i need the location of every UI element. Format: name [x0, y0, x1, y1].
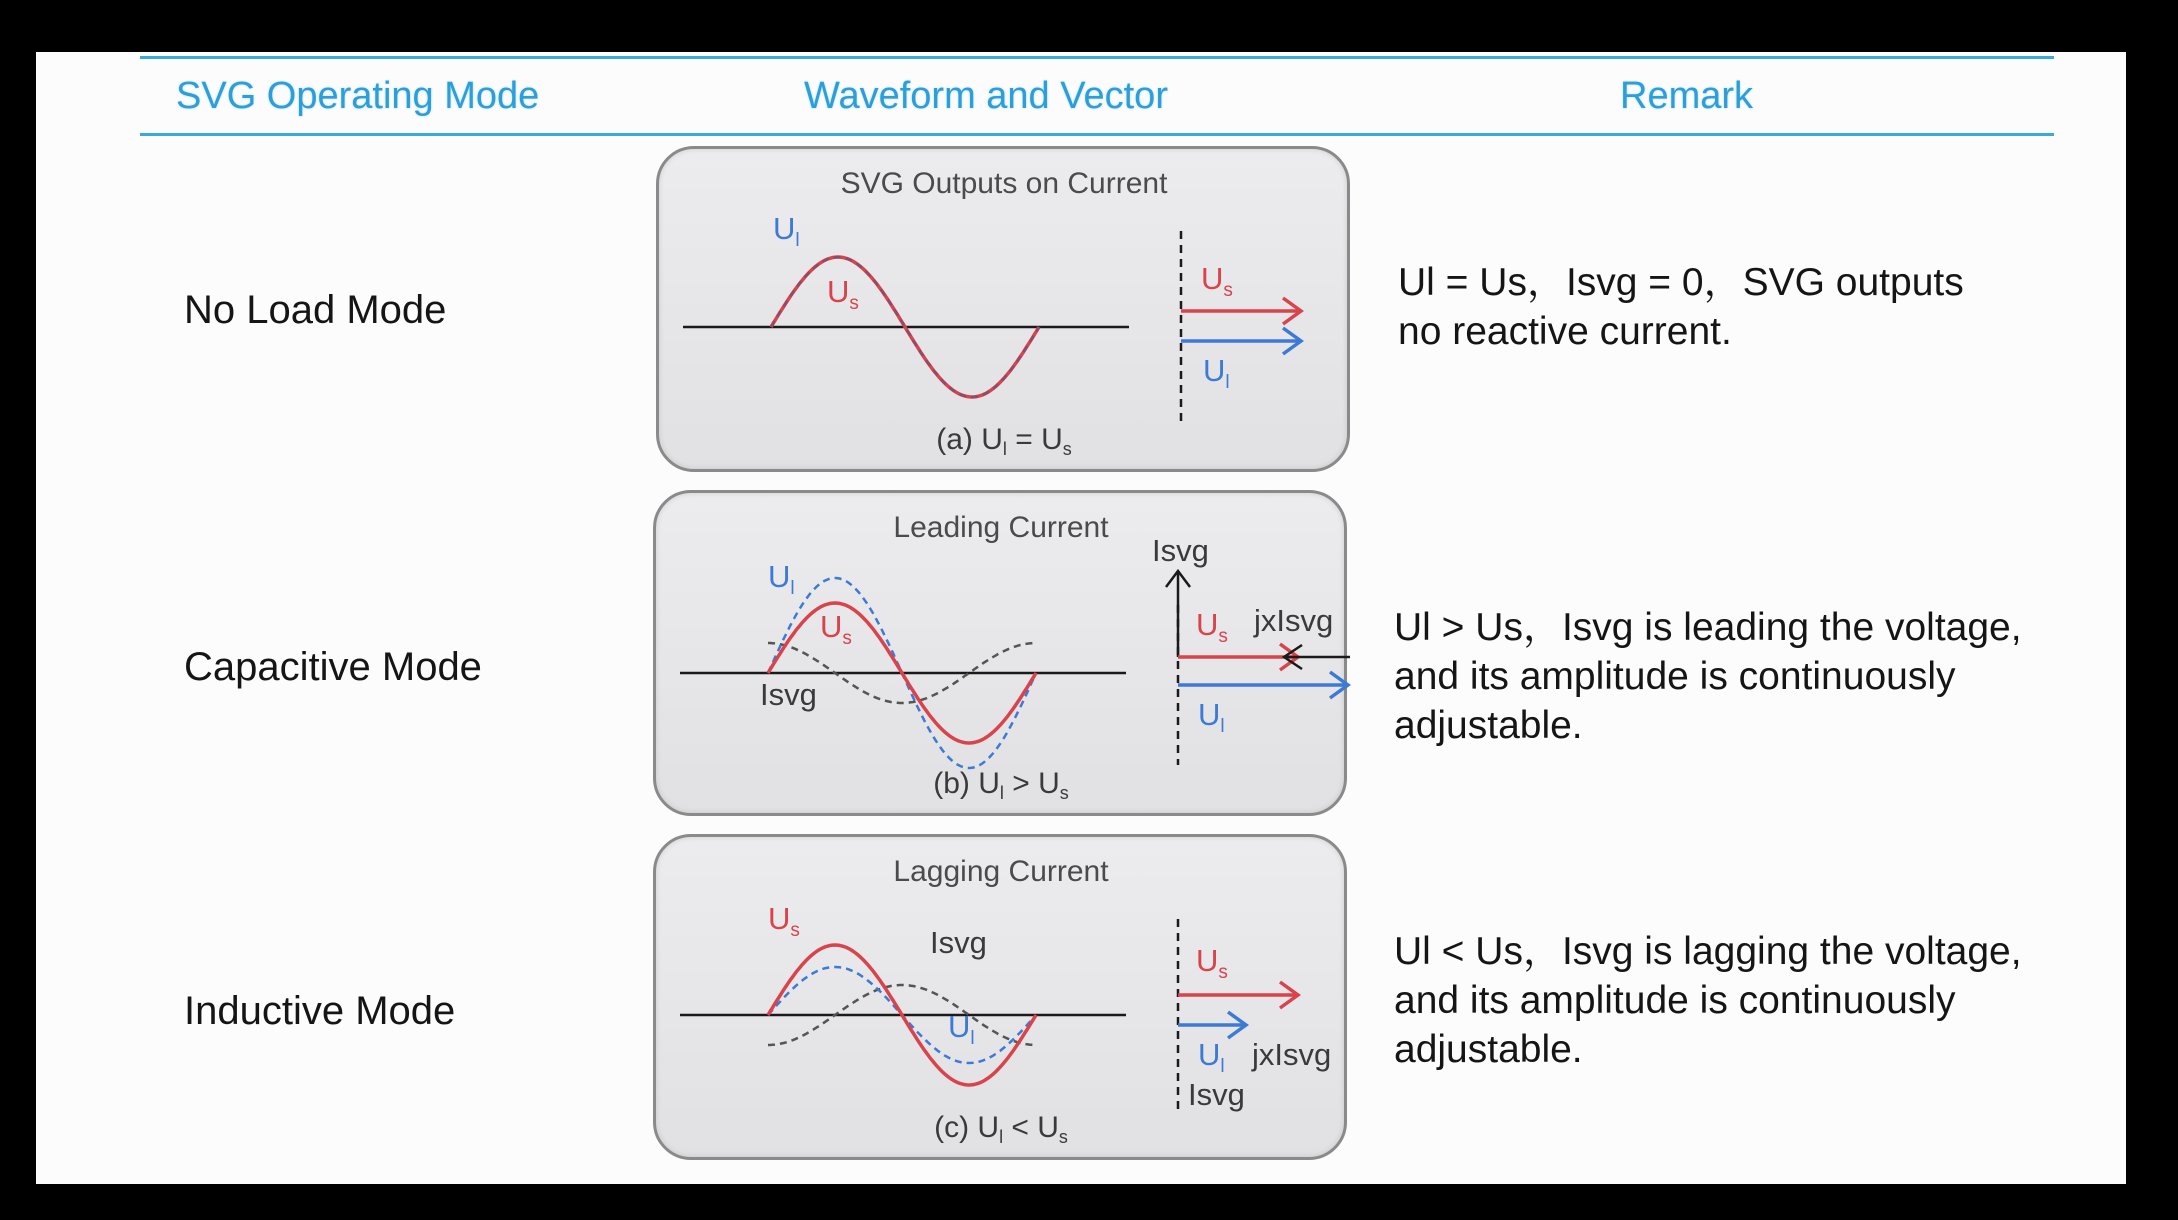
isvg-vector-label: Isvg: [1152, 533, 1209, 568]
ul-wave-label: $U_l$: [948, 1009, 975, 1049]
ul-vector-label: $U_l$: [1203, 353, 1230, 393]
jxisvg-vector-label: jxIsvg: [1252, 1037, 1332, 1072]
waveform-panel-capacitive: [653, 490, 1347, 816]
header-bottom-rule: [140, 133, 2054, 136]
us-vector-label: $U_s$: [1196, 943, 1228, 983]
slide: [36, 52, 2126, 1184]
ul-wave-label: $U_l$: [768, 559, 795, 599]
waveform-panel-inductive: [653, 834, 1347, 1160]
ul-vector-label: $U_l$: [1198, 697, 1225, 737]
remark-line: Ul > Us，Isvg is leading the voltage,: [1394, 606, 2022, 649]
jxisvg-vector-label: jxIsvg: [1254, 603, 1334, 638]
us-wave-label: $U_s$: [827, 274, 859, 314]
waveform-panel-no-load: [656, 146, 1350, 472]
remark-line: adjustable.: [1394, 704, 1583, 747]
panel-title: Lagging Current: [893, 855, 1109, 888]
panel-caption: (c) $U_l < U_s$: [934, 1111, 1068, 1147]
column-header-remark: Remark: [1620, 75, 1754, 117]
panel-title: Leading Current: [893, 511, 1109, 544]
waveform-vector-diagram-capacitive: [656, 493, 1350, 819]
us-wave-label: $U_s$: [768, 901, 800, 941]
remark-line: adjustable.: [1394, 1028, 1583, 1071]
us-wave-label: $U_s$: [820, 609, 852, 649]
remark-line: no reactive current.: [1398, 310, 1732, 353]
remark-capacitive: [1394, 603, 2022, 750]
ul-wave-label: $U_l$: [773, 211, 800, 251]
panel-title: SVG Outputs on Current: [840, 167, 1168, 200]
isvg-wave-label: Isvg: [930, 925, 987, 960]
panel-caption: (a) $U_l = U_s$: [936, 423, 1072, 459]
remark-line: Ul = Us，Isvg = 0，SVG outputs: [1398, 261, 1964, 304]
column-header-mode: SVG Operating Mode: [176, 75, 540, 117]
us-vector-label: $U_s$: [1201, 261, 1233, 301]
mode-label-capacitive: Capacitive Mode: [184, 645, 482, 689]
panel-caption: (b) $U_l > U_s$: [933, 767, 1069, 803]
remark-line: and its amplitude is continuously: [1394, 655, 1956, 698]
header-top-rule: [140, 56, 2054, 59]
remark-no-load: [1398, 258, 1964, 356]
mode-label-no-load: No Load Mode: [184, 288, 447, 332]
remark-line: Ul < Us，Isvg is lagging the voltage,: [1394, 930, 2022, 973]
remark-inductive: [1394, 927, 2022, 1074]
remark-line: and its amplitude is continuously: [1394, 979, 1956, 1022]
waveform-vector-diagram-no-load: [659, 149, 1353, 475]
mode-label-inductive: Inductive Mode: [184, 989, 456, 1033]
waveform-vector-diagram-inductive: [656, 837, 1350, 1163]
ul-vector-label: $U_l$: [1198, 1037, 1225, 1077]
isvg-wave-label: Isvg: [760, 677, 817, 712]
isvg-vector-label: Isvg: [1188, 1077, 1245, 1112]
us-vector-label: $U_s$: [1196, 607, 1228, 647]
column-header-waveform: Waveform and Vector: [804, 75, 1168, 117]
